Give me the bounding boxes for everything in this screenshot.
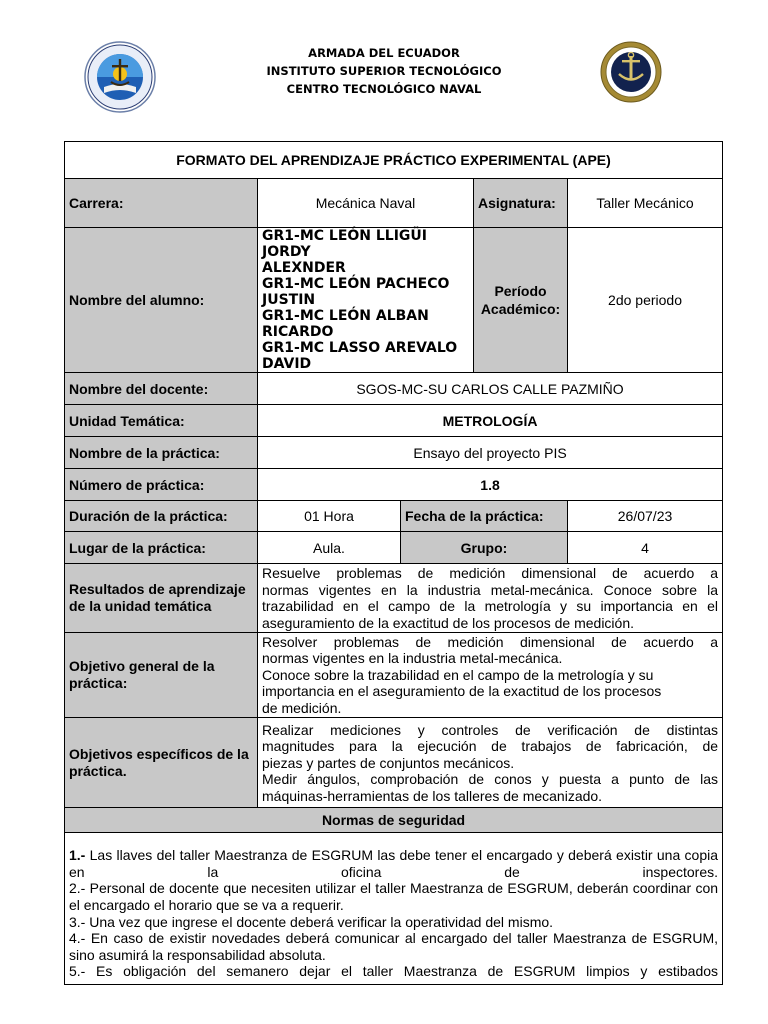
student-name-line: GR1-MC LEÓN LLIGÜI JORDY (262, 228, 427, 260)
docente-value: SGOS-MC-SU CARLOS CALLE PAZMIÑO (258, 373, 723, 405)
institution-heading (230, 44, 538, 98)
periodo-label-line-1: Período (494, 283, 547, 299)
resultados-line: aseguramiento de la exactitud de los procesos de medición. (262, 614, 634, 631)
unidad-label: Unidad Temática: (65, 405, 258, 437)
practica-numero-label: Número de práctica: (65, 469, 258, 501)
student-names (258, 228, 474, 373)
norma-5: 5.- Es obligación del semanero dejar el taller Maestranza de ESGRUM limpios y estibados (69, 963, 719, 980)
objetivo-general-line: Resolver problemas de medición dimensional de acuerdo a (262, 633, 719, 650)
objetivo-general-line: importancia en el aseguramiento de la exactitud de los procesos (262, 683, 662, 700)
norma-3: 3.- Una vez que ingrese el docente deberá verificar la operatividad del mismo. (69, 913, 554, 930)
resultados-line: normas vigentes en la industria metal-mecánica. Conoce sobre la (262, 581, 719, 598)
header-line-2: INSTITUTO SUPERIOR TECNOLÓGICO (266, 64, 502, 78)
asignatura-label: Asignatura: (474, 179, 568, 228)
objetivo-general-line: de medición. (262, 699, 342, 716)
resultados-label: Resultados de aprendizaje de la unidad temática (65, 564, 258, 633)
student-name-line: ALEXNDER (262, 260, 346, 276)
resultados-text (258, 564, 723, 633)
periodo-value: 2do periodo (568, 228, 723, 373)
asignatura-value: Taller Mecánico (568, 179, 723, 228)
duracion-value: 01 Hora (258, 501, 401, 532)
ape-form-table (64, 141, 723, 985)
unidad-value: METROLOGÍA (258, 405, 723, 437)
objetivos-especificos-line: Realizar mediciones y controles de verificación de distintas (262, 721, 719, 738)
student-name-line: GR1-MC LEÓN ALBAN RICARDO (262, 308, 429, 340)
normas-title: Normas de seguridad (65, 808, 723, 833)
norma-4: 4.- En caso de existir novedades deberá comunicar al encargado del taller Maestranza de ESGRUM, sino asumirá la responsabilidad absoluta. (69, 930, 719, 963)
objetivo-general-line: Conoce sobre la trazabilidad en el campo de la metrología y su (262, 666, 654, 683)
norma-1 (69, 847, 718, 880)
norma-1-text: Las llaves del taller Maestranza de ESGRUM las debe tener el encargado y deberá existir una copia en la oficina de inspectores. (69, 847, 719, 880)
resultados-line: Resuelve problemas de medición dimensional de acuerdo a (262, 565, 719, 581)
objetivos-especificos-label: Objetivos específicos de la práctica. (65, 718, 258, 808)
student-name-line: GR1-MC LEÓN PACHECO JUSTIN (262, 276, 450, 308)
objetivos-especificos-line: Medir ángulos, comprobación de conos y puesta a punto de las (262, 771, 719, 788)
lugar-value: Aula. (258, 532, 401, 564)
practica-nombre-label: Nombre de la práctica: (65, 437, 258, 469)
norma-1-number: 1.- (69, 847, 86, 864)
fecha-value: 26/07/23 (568, 501, 723, 532)
objetivos-especificos-line: máquinas-herramientas de los talleres de mecanizado. (262, 787, 603, 804)
carrera-label: Carrera: (65, 179, 258, 228)
normas-list (65, 833, 723, 985)
armada-del-ecuador-seal (84, 41, 156, 113)
grupo-value: 4 (568, 532, 723, 564)
objetivos-especificos-line: piezas y partes de conjuntos mecánicos. (262, 754, 515, 771)
header-line-3: CENTRO TECNOLÓGICO NAVAL (286, 82, 482, 96)
objetivo-general-line: normas vigentes en la industria metal-mecánica. (262, 650, 563, 667)
form-title: FORMATO DEL APRENDIZAJE PRÁCTICO EXPERIMENTAL (APE) (65, 142, 723, 179)
objetivo-general-text (258, 633, 723, 718)
practica-numero-value: 1.8 (258, 469, 723, 501)
objetivo-general-label: Objetivo general de la práctica: (65, 633, 258, 718)
practica-nombre-value: Ensayo del proyecto PIS (258, 437, 723, 469)
alumno-label: Nombre del alumno: (65, 228, 258, 373)
norma-2: 2.- Personal de docente que necesiten utilizar el taller Maestranza de ESGRUM, deberán coordinar con el encargado el horario que se va a requerir. (69, 880, 719, 913)
carrera-value: Mecánica Naval (258, 179, 474, 228)
resultados-line: trazabilidad en el campo de la metrología y su importancia en el (262, 598, 719, 614)
lugar-label: Lugar de la práctica: (65, 532, 258, 564)
fecha-label: Fecha de la práctica: (401, 501, 568, 532)
duracion-label: Duración de la práctica: (65, 501, 258, 532)
objetivos-especificos-text (258, 718, 723, 808)
student-name-line: GR1-MC LASSO AREVALO DAVID (262, 340, 458, 372)
periodo-label (474, 228, 568, 373)
objetivos-especificos-line: magnitudes para la ejecución de trabajos de fabricación, de (262, 738, 719, 755)
header-line-1: ARMADA DEL ECUADOR (308, 46, 460, 60)
centro-tecnologico-naval-seal (582, 41, 680, 103)
periodo-label-line-2: Académico: (480, 301, 561, 317)
document-header (0, 0, 768, 135)
grupo-label: Grupo: (401, 532, 568, 564)
docente-label: Nombre del docente: (65, 373, 258, 405)
